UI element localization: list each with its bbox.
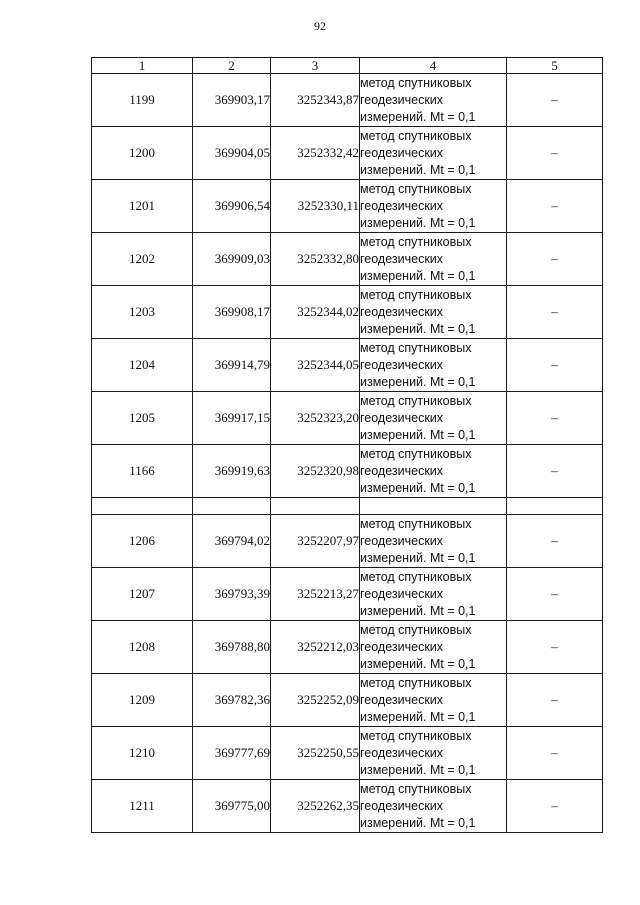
point-number-cell: 1206 [92,515,193,568]
method-line: измерений. Mt = 0,1 [360,374,476,389]
method-line: измерений. Mt = 0,1 [360,321,476,336]
method-line: геодезических [360,92,444,107]
y-coordinate-cell: 3252332,42 [271,127,360,180]
header-row [92,58,603,74]
table-row [92,674,603,727]
note-cell: – [507,621,603,674]
note-cell: – [507,780,603,833]
method-line: измерений. Mt = 0,1 [360,550,476,565]
x-coordinate-cell: 369793,39 [193,568,271,621]
method-line: метод спутниковых [360,569,472,584]
method-line: метод спутниковых [360,446,472,461]
y-coordinate-cell: 3252207,97 [271,515,360,568]
note-cell: – [507,392,603,445]
method-cell [360,621,507,674]
note-cell: – [507,233,603,286]
y-coordinate-cell: 3252343,87 [271,74,360,127]
header-col-5: 5 [507,58,603,74]
method-line: метод спутниковых [360,781,472,796]
point-number-cell: 1205 [92,392,193,445]
separator-cell [92,498,193,515]
method-line: метод спутниковых [360,287,472,302]
method-line: измерений. Mt = 0,1 [360,762,476,777]
method-line: метод спутниковых [360,234,472,249]
point-number-cell: 1199 [92,74,193,127]
method-cell [360,568,507,621]
point-number-cell: 1207 [92,568,193,621]
point-number-cell: 1201 [92,180,193,233]
method-line: геодезических [360,304,444,319]
point-number-cell: 1211 [92,780,193,833]
point-number-cell: 1208 [92,621,193,674]
note-cell: – [507,727,603,780]
table-row [92,568,603,621]
method-line: измерений. Mt = 0,1 [360,109,476,124]
x-coordinate-cell: 369917,15 [193,392,271,445]
table-row [92,727,603,780]
table-row [92,621,603,674]
x-coordinate-cell: 369775,00 [193,780,271,833]
method-line: геодезических [360,533,444,548]
note-cell: – [507,286,603,339]
header-col-4: 4 [360,58,507,74]
method-line: метод спутниковых [360,675,472,690]
x-coordinate-cell: 369788,80 [193,621,271,674]
note-cell: – [507,339,603,392]
x-coordinate-cell: 369782,36 [193,674,271,727]
y-coordinate-cell: 3252344,05 [271,339,360,392]
method-line: измерений. Mt = 0,1 [360,603,476,618]
x-coordinate-cell: 369903,17 [193,74,271,127]
method-cell [360,286,507,339]
method-cell [360,515,507,568]
method-line: геодезических [360,410,444,425]
point-number-cell: 1202 [92,233,193,286]
method-line: измерений. Mt = 0,1 [360,215,476,230]
method-line: геодезических [360,463,444,478]
point-number-cell: 1204 [92,339,193,392]
method-line: метод спутниковых [360,128,472,143]
method-line: метод спутниковых [360,516,472,531]
method-cell [360,339,507,392]
method-line: измерений. Mt = 0,1 [360,709,476,724]
coordinates-table [91,57,603,833]
separator-cell [193,498,271,515]
table-row [92,127,603,180]
header-col-1: 1 [92,58,193,74]
method-line: геодезических [360,692,444,707]
point-number-cell: 1203 [92,286,193,339]
method-cell [360,674,507,727]
y-coordinate-cell: 3252250,55 [271,727,360,780]
method-line: геодезических [360,198,444,213]
table-row [92,233,603,286]
table-row [92,445,603,498]
separator-cell [507,498,603,515]
method-line: измерений. Mt = 0,1 [360,480,476,495]
x-coordinate-cell: 369777,69 [193,727,271,780]
method-line: измерений. Mt = 0,1 [360,162,476,177]
method-line: измерений. Mt = 0,1 [360,427,476,442]
point-number-cell: 1209 [92,674,193,727]
method-line: геодезических [360,251,444,266]
header-col-3: 3 [271,58,360,74]
y-coordinate-cell: 3252212,03 [271,621,360,674]
method-line: геодезических [360,798,444,813]
table-row [92,74,603,127]
y-coordinate-cell: 3252213,27 [271,568,360,621]
note-cell: – [507,127,603,180]
separator-row [92,498,603,515]
method-line: измерений. Mt = 0,1 [360,815,476,830]
table-row [92,286,603,339]
method-line: метод спутниковых [360,340,472,355]
method-line: измерений. Mt = 0,1 [360,656,476,671]
method-cell [360,180,507,233]
method-line: геодезических [360,586,444,601]
header-col-2: 2 [193,58,271,74]
x-coordinate-cell: 369908,17 [193,286,271,339]
y-coordinate-cell: 3252262,35 [271,780,360,833]
y-coordinate-cell: 3252323,20 [271,392,360,445]
x-coordinate-cell: 369914,79 [193,339,271,392]
note-cell: – [507,180,603,233]
method-line: метод спутниковых [360,728,472,743]
method-cell [360,74,507,127]
y-coordinate-cell: 3252332,80 [271,233,360,286]
method-cell [360,727,507,780]
point-number-cell: 1200 [92,127,193,180]
method-line: геодезических [360,745,444,760]
method-line: геодезических [360,639,444,654]
method-line: измерений. Mt = 0,1 [360,268,476,283]
method-line: геодезических [360,357,444,372]
point-number-cell: 1166 [92,445,193,498]
table-row [92,339,603,392]
x-coordinate-cell: 369794,02 [193,515,271,568]
method-cell [360,780,507,833]
method-line: метод спутниковых [360,75,472,90]
y-coordinate-cell: 3252330,11 [271,180,360,233]
separator-cell [271,498,360,515]
method-cell [360,445,507,498]
note-cell: – [507,74,603,127]
page-number: 92 [314,19,326,33]
y-coordinate-cell: 3252252,09 [271,674,360,727]
y-coordinate-cell: 3252344,02 [271,286,360,339]
table-row [92,515,603,568]
method-line: геодезических [360,145,444,160]
note-cell: – [507,515,603,568]
point-number-cell: 1210 [92,727,193,780]
x-coordinate-cell: 369906,54 [193,180,271,233]
method-cell [360,392,507,445]
method-line: метод спутниковых [360,393,472,408]
method-line: метод спутниковых [360,181,472,196]
x-coordinate-cell: 369904,05 [193,127,271,180]
method-line: метод спутниковых [360,622,472,637]
method-cell [360,127,507,180]
y-coordinate-cell: 3252320,98 [271,445,360,498]
note-cell: – [507,445,603,498]
note-cell: – [507,674,603,727]
table-row [92,180,603,233]
table-row [92,392,603,445]
x-coordinate-cell: 369909,03 [193,233,271,286]
separator-cell [360,498,507,515]
table-body [92,74,603,833]
note-cell: – [507,568,603,621]
x-coordinate-cell: 369919,63 [193,445,271,498]
method-cell [360,233,507,286]
table-row [92,780,603,833]
